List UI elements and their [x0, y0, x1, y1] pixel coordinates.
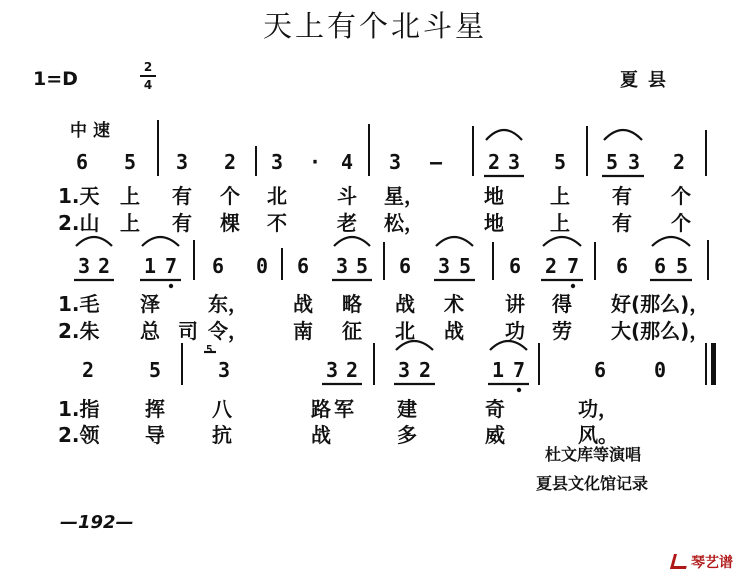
dot: · [308, 150, 322, 174]
lyric-syllable: 多 [397, 423, 417, 447]
time-signature-top: 2 [143, 60, 153, 74]
lyric-syllable: 1.天 [58, 184, 100, 208]
performer-credit: 杜文库等演唱 [545, 445, 642, 464]
note: 2 [418, 358, 432, 382]
lyric-syllable: 东， [208, 292, 248, 316]
lyric-syllable: 松， [384, 211, 424, 235]
lyric-syllable: 老 [337, 211, 357, 235]
note: 3 [507, 150, 521, 174]
note: 1 [491, 358, 505, 382]
slur [76, 237, 112, 246]
note: 3 [270, 150, 284, 174]
time-signature-bottom: 4 [143, 78, 153, 92]
note: 3 [325, 358, 339, 382]
rest: 0 [255, 254, 269, 278]
octave-dot [571, 284, 575, 288]
lyric-syllable: 劳 [552, 319, 572, 343]
note: 2 [97, 254, 111, 278]
lyric-syllable: 北 [395, 319, 415, 343]
note: 2 [345, 358, 359, 382]
lyric-syllable: 风。 [578, 423, 618, 447]
note: 7 [512, 358, 526, 382]
lyric-syllable: 总 [140, 319, 160, 343]
lyric-syllable: 有 [172, 184, 192, 208]
note: 3 [335, 254, 349, 278]
note: 5 [148, 358, 162, 382]
lyric-syllable: 大(那么)， [611, 319, 710, 343]
lyric-syllable: 上 [550, 184, 570, 208]
note: 3 [397, 358, 411, 382]
slurs [76, 130, 690, 350]
key-signature: 1=D [33, 68, 78, 90]
note: 6 [211, 254, 225, 278]
lyric-syllable: 个 [671, 211, 691, 235]
note: 2 [487, 150, 501, 174]
lyric-syllable: 2.朱 [58, 319, 100, 343]
slur [652, 237, 690, 246]
lyric-syllable: 奇 [485, 397, 505, 421]
lyric-syllable: 战 [444, 319, 464, 343]
octave-dot [517, 388, 521, 392]
lyric-syllable: 威 [485, 423, 505, 447]
lyric-syllable: 北 [267, 184, 287, 208]
lyric-syllable: 得 [552, 292, 572, 316]
slur [486, 130, 522, 140]
note: 3 [77, 254, 91, 278]
note: 6 [398, 254, 412, 278]
note: 5 [458, 254, 472, 278]
lyric-syllable: 令， [208, 319, 248, 343]
octave-dot [169, 284, 173, 288]
slur [436, 237, 473, 246]
song-origin: 夏县 [620, 70, 676, 91]
slur [334, 237, 370, 246]
note: 6 [508, 254, 522, 278]
note: 5 [123, 150, 137, 174]
lyric-syllable: 八 [212, 397, 232, 421]
note: 3 [388, 150, 402, 174]
note: 7 [164, 254, 178, 278]
note: 1 [143, 254, 157, 278]
tempo-marking: 中速 [70, 121, 116, 141]
lyric-syllable: 有 [172, 211, 192, 235]
lyric-syllable: 导 [145, 423, 165, 447]
note: 5 [355, 254, 369, 278]
note: 5 [553, 150, 567, 174]
lyric-syllable: 术 [444, 292, 464, 316]
lyric-syllable: 挥 [145, 397, 165, 421]
slur [543, 237, 581, 246]
lyric-syllable: 功 [505, 319, 525, 343]
note: 6 [653, 254, 667, 278]
lyric-syllable: 有 [612, 211, 632, 235]
lyric-syllable: 1.毛 [58, 292, 100, 316]
note: 3 [437, 254, 451, 278]
beams [74, 176, 692, 384]
note: 5 [605, 150, 619, 174]
lyric-syllable: 战 [395, 292, 415, 316]
note: 6 [615, 254, 629, 278]
note: 2 [544, 254, 558, 278]
note: 4 [340, 150, 354, 174]
lyric-syllable: 上 [550, 211, 570, 235]
lyric-syllable: 战 [311, 423, 331, 447]
lyric-syllable: 个 [671, 184, 691, 208]
lyric-syllable: 个 [220, 184, 240, 208]
lyric-syllable: 1.指 [58, 397, 100, 421]
lyric-syllable: 棵 [220, 211, 240, 235]
dash: — [429, 150, 443, 174]
slur [396, 341, 433, 350]
note: 5 [675, 254, 689, 278]
page-number: —192— [60, 512, 134, 533]
grace-note: 5 [206, 343, 213, 356]
lyric-syllable: 略 [342, 292, 362, 316]
lyric-syllable: 建 [397, 397, 417, 421]
lyric-syllable: 地 [484, 211, 504, 235]
lyric-syllable: 功， [578, 397, 618, 421]
slur [490, 341, 527, 350]
lyric-syllable: 泽 [140, 292, 160, 316]
recorder-credit: 夏县文化馆记录 [536, 474, 649, 493]
lyric-syllable: 路 [311, 397, 331, 421]
lyric-syllable: 2.山 [58, 211, 100, 235]
note: 6 [296, 254, 310, 278]
lyric-syllable: 不 [267, 211, 287, 235]
rest: 0 [653, 358, 667, 382]
lyric-syllable: 有 [612, 184, 632, 208]
song-title: 天上有个北斗星 [262, 9, 487, 43]
watermark-logo [672, 552, 733, 572]
lyric-syllable: 斗 [337, 184, 357, 208]
slur [604, 130, 642, 140]
note: 3 [627, 150, 641, 174]
note: 2 [81, 358, 95, 382]
lyric-syllable: 好(那么)， [611, 292, 710, 316]
note: 7 [566, 254, 580, 278]
lyric-syllable: 讲 [505, 292, 525, 316]
note: 2 [672, 150, 686, 174]
lyric-syllable: 上 [120, 211, 140, 235]
lyric-syllable: 抗 [212, 423, 232, 447]
lyric-syllable: 军 [334, 397, 354, 421]
note: 6 [593, 358, 607, 382]
lyric-syllable: 南 [293, 319, 313, 343]
lyric-syllable: 战 [293, 292, 313, 316]
octave-dots [169, 284, 575, 392]
lyric-syllable: 2.领 [58, 423, 100, 447]
note: 6 [75, 150, 89, 174]
lyric-syllable: 上 [120, 184, 140, 208]
note: 3 [175, 150, 189, 174]
logo-icon [670, 554, 690, 569]
note: 3 [217, 358, 231, 382]
lyric-syllable: 征 [342, 319, 362, 343]
lyric-syllable: 司 [178, 319, 198, 343]
note: 2 [223, 150, 237, 174]
lyric-syllable: 星， [384, 184, 424, 208]
lyric-syllable: 地 [484, 184, 504, 208]
watermark-text: 琴艺谱 [691, 555, 733, 571]
slur [142, 237, 179, 246]
